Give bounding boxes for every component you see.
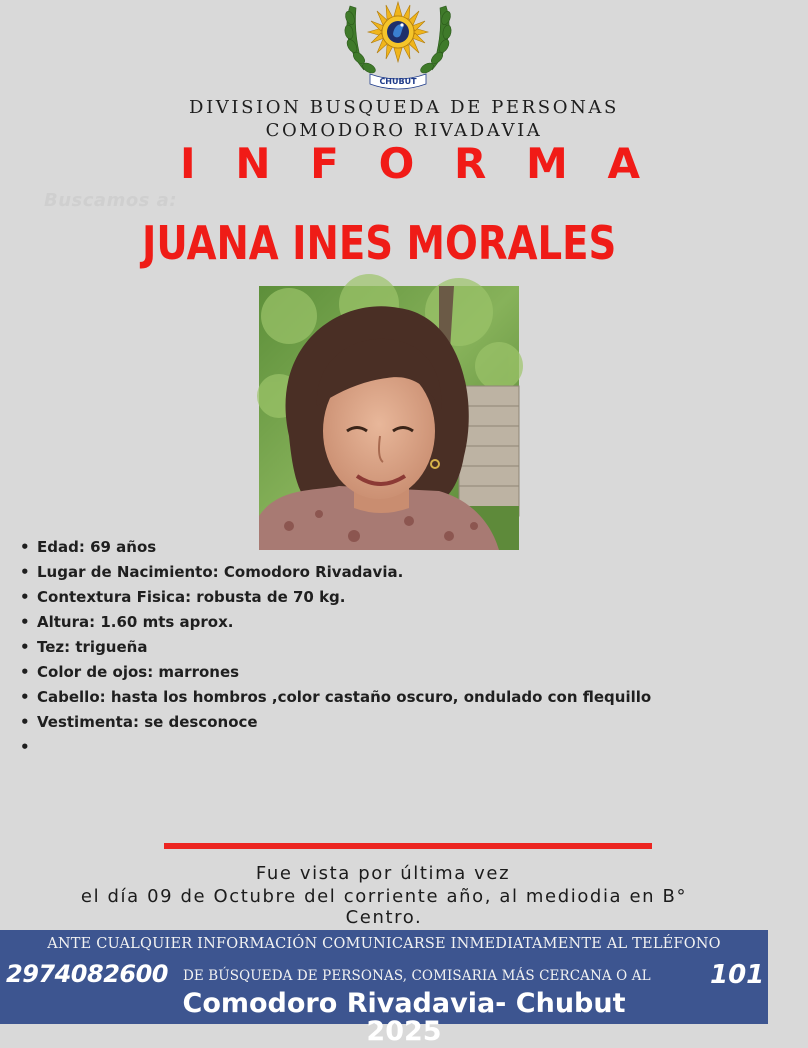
detail-text: Tez: trigueña (37, 638, 148, 656)
detail-text: Vestimenta: se desconoce (37, 713, 258, 731)
buscamos-label: Buscamos a: (44, 190, 178, 211)
bullet: • (20, 663, 30, 681)
detail-clothing (20, 710, 651, 735)
detail-birthplace (20, 560, 651, 585)
detail-text: Color de ojos: marrones (37, 663, 240, 681)
person-details-list (20, 535, 651, 760)
footer-year: 2025 (366, 1016, 442, 1047)
detail-age (20, 535, 651, 560)
informa-letter: R (453, 139, 487, 188)
division-city: COMODORO RIVADAVIA (265, 120, 543, 141)
last-seen-line2: el día 09 de Octubre del corriente año, al mediodia en B° (80, 886, 688, 907)
detail-text: Cabello: hasta los hombros ,color castaño oscuro, ondulado con flequillo (37, 688, 652, 706)
footer-instruction-cont: DE BÚSQUEDA DE PERSONAS, COMISARIA MÁS CERCANA O AL (183, 968, 651, 984)
detail-height (20, 610, 651, 635)
detail-empty (20, 735, 651, 760)
bullet: • (20, 613, 30, 631)
bullet: • (20, 738, 30, 756)
bullet: • (20, 688, 30, 706)
informa-letter: I (180, 139, 196, 188)
informa-letter: M (526, 139, 568, 188)
footer-city: Comodoro Rivadavia- Chubut (182, 988, 626, 1019)
bullet: • (20, 638, 30, 656)
detail-text: Contextura Fisica: robusta de 70 kg. (37, 588, 346, 606)
detail-text: Lugar de Nacimiento: Comodoro Rivadavia. (37, 563, 404, 581)
contact-footer (0, 930, 768, 1047)
missing-person-photo (259, 286, 519, 550)
detail-hair (20, 685, 651, 710)
emblem-label: CHUBUT (379, 77, 417, 86)
informa-letter: A (607, 139, 640, 188)
informa-letter: O (378, 139, 415, 188)
detail-eye-color (20, 660, 651, 685)
footer-instruction: ANTE CUALQUIER INFORMACIÓN COMUNICARSE INMEDIATAMENTE AL TELÉFONO (47, 936, 721, 952)
missing-person-name: JUANA INES MORALES (142, 216, 617, 270)
last-seen-line3: Centro. (345, 907, 423, 928)
bullet: • (20, 588, 30, 606)
chubut-emblem (336, 0, 460, 92)
bullet: • (20, 713, 30, 731)
bullet: • (20, 563, 30, 581)
bullet: • (20, 538, 30, 556)
division-title: DIVISION BUSQUEDA DE PERSONAS (189, 97, 619, 118)
informa-heading (180, 140, 640, 188)
detail-complexion (20, 635, 651, 660)
detail-build (20, 585, 651, 610)
detail-text: Altura: 1.60 mts aprox. (37, 613, 234, 631)
informa-letter: F (310, 139, 339, 188)
red-divider (164, 843, 652, 849)
informa-letter: N (235, 139, 271, 188)
footer-emergency-number: 101 (710, 960, 765, 990)
footer-phone-number: 2974082600 (6, 960, 168, 988)
detail-text: Edad: 69 años (37, 538, 157, 556)
last-seen-line1: Fue vista por última vez (255, 863, 511, 884)
